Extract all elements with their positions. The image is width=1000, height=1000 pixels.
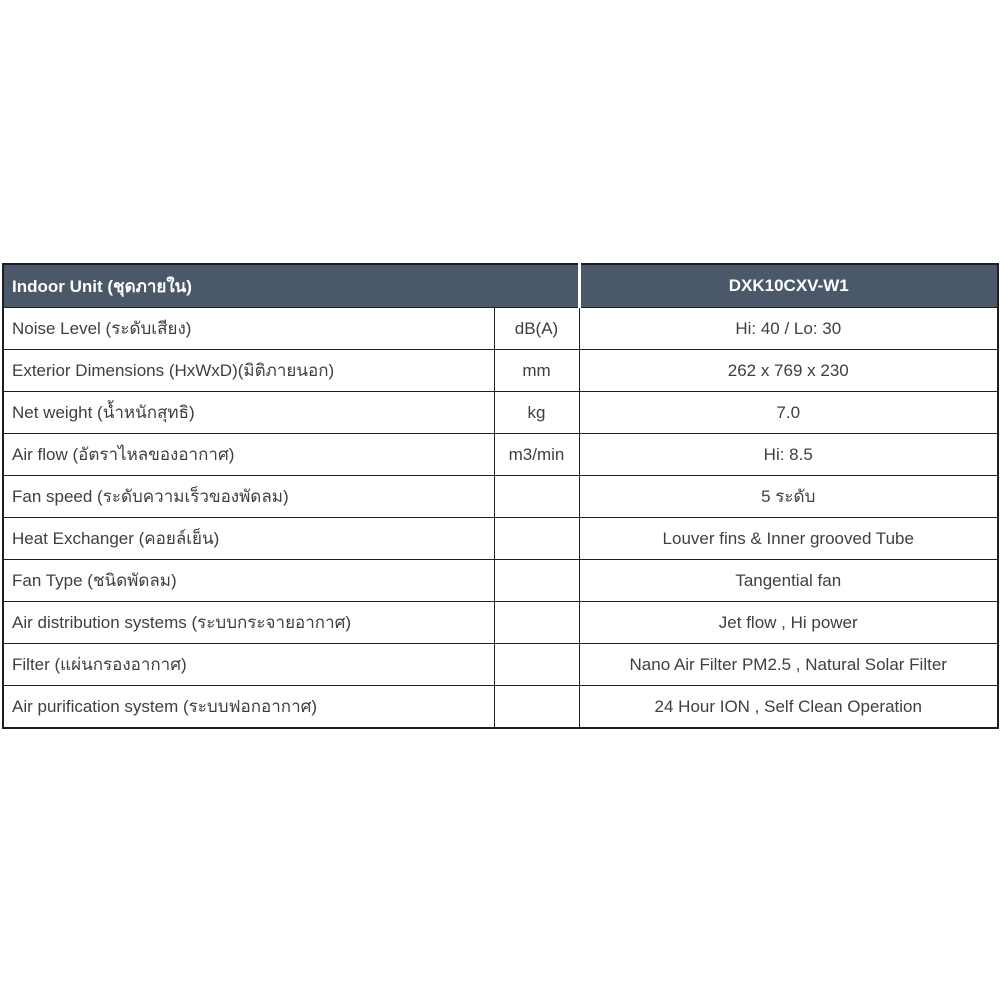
spec-unit: m3/min [494, 434, 579, 476]
indoor-unit-spec-table [2, 263, 999, 729]
spec-unit [494, 644, 579, 686]
spec-label: Air distribution systems (ระบบกระจายอากาศ) [3, 602, 494, 644]
spec-label: Heat Exchanger (คอยล์เย็น) [3, 518, 494, 560]
spec-value: Jet flow , Hi power [579, 602, 998, 644]
spec-value: Nano Air Filter PM2.5 , Natural Solar Filter [579, 644, 998, 686]
header-row [3, 264, 998, 308]
spec-label: Exterior Dimensions (HxWxD)(มิติภายนอก) [3, 350, 494, 392]
spec-unit [494, 686, 579, 729]
spec-value: 262 x 769 x 230 [579, 350, 998, 392]
table-row [3, 518, 998, 560]
table-row [3, 434, 998, 476]
table-row [3, 392, 998, 434]
spec-table-body [3, 308, 998, 729]
spec-label: Net weight (น้ำหนักสุทธิ) [3, 392, 494, 434]
spec-value: 24 Hour ION , Self Clean Operation [579, 686, 998, 729]
table-row [3, 602, 998, 644]
table-row [3, 560, 998, 602]
spec-label: Fan speed (ระดับความเร็วของพัดลม) [3, 476, 494, 518]
spec-value: 5 ระดับ [579, 476, 998, 518]
spec-unit [494, 518, 579, 560]
spec-unit [494, 602, 579, 644]
table-row [3, 350, 998, 392]
spec-unit [494, 476, 579, 518]
spec-label: Fan Type (ชนิดพัดลม) [3, 560, 494, 602]
spec-label: Air purification system (ระบบฟอกอากาศ) [3, 686, 494, 729]
table-row [3, 644, 998, 686]
spec-label: Air flow (อัตราไหลของอากาศ) [3, 434, 494, 476]
spec-unit: dB(A) [494, 308, 579, 350]
table-row [3, 308, 998, 350]
table-row [3, 686, 998, 729]
header-section-title: Indoor Unit (ชุดภายใน) [3, 264, 579, 308]
spec-label: Filter (แผ่นกรองอากาศ) [3, 644, 494, 686]
spec-label: Noise Level (ระดับเสียง) [3, 308, 494, 350]
spec-unit [494, 560, 579, 602]
header-model-number: DXK10CXV-W1 [579, 264, 998, 308]
table-row [3, 476, 998, 518]
spec-value: Louver fins & Inner grooved Tube [579, 518, 998, 560]
spec-value: Tangential fan [579, 560, 998, 602]
spec-unit: kg [494, 392, 579, 434]
spec-unit: mm [494, 350, 579, 392]
spec-table-header [3, 264, 998, 308]
spec-value: 7.0 [579, 392, 998, 434]
spec-value: Hi: 40 / Lo: 30 [579, 308, 998, 350]
spec-value: Hi: 8.5 [579, 434, 998, 476]
